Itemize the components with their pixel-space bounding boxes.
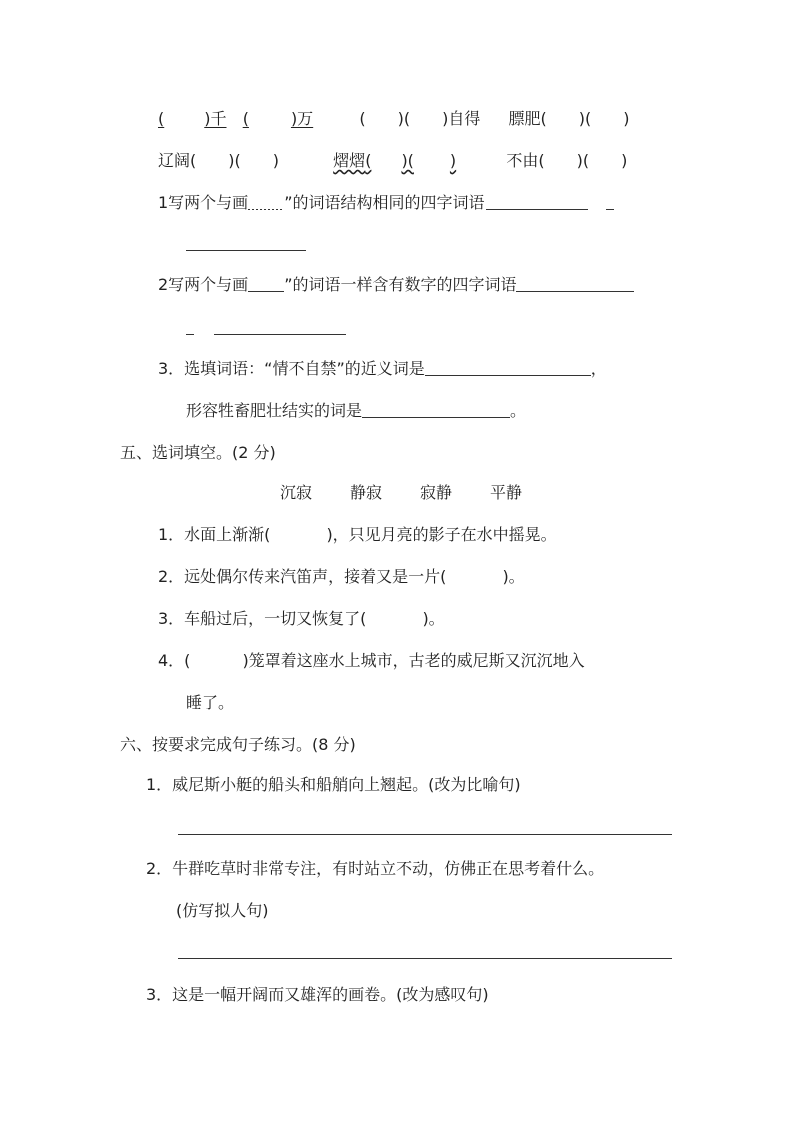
idiom-row-2 xyxy=(158,150,627,172)
underline-sample xyxy=(248,275,284,292)
fill-item-2 xyxy=(158,566,525,588)
word-choice: 沉寂 xyxy=(280,483,313,502)
word-choice: 平静 xyxy=(490,483,523,502)
item-text: )。 xyxy=(422,609,445,628)
word-choice: 静寂 xyxy=(350,483,383,502)
wavy-phrase[interactable]: 熠熠( )( ) xyxy=(333,151,457,170)
answer-line[interactable] xyxy=(178,958,672,959)
item-text: 4．( xyxy=(158,651,191,670)
sentence-q2-note: (仿写拟人句) xyxy=(176,901,269,920)
fill-item-4 xyxy=(158,650,585,672)
punctuation: ， xyxy=(590,359,607,378)
punctuation: 。 xyxy=(510,401,527,420)
sentence-q3: 3．这是一幅开阔而又雄浑的画卷。(改为感叹句) xyxy=(146,985,489,1004)
item-text: 3．车船过后，一切又恢复了( xyxy=(158,609,367,628)
item-text: 1．水面上渐渐( xyxy=(158,525,271,544)
answer-blank[interactable] xyxy=(606,193,614,210)
answer-blank[interactable] xyxy=(486,193,588,210)
answer-blank[interactable] xyxy=(425,359,591,376)
answer-line[interactable] xyxy=(186,334,194,335)
question-text: 1写两个与画 xyxy=(158,193,249,212)
section-5-title: 五、选词填空。(2 分) xyxy=(120,443,276,462)
question-3 xyxy=(158,358,607,380)
blank-paren[interactable]: ( )( )自得 xyxy=(359,109,481,128)
blank-paren[interactable]: ( )千 xyxy=(158,109,227,128)
question-2 xyxy=(158,274,634,296)
fill-item-1 xyxy=(158,524,557,546)
question-3-cont xyxy=(186,400,526,422)
answer-line[interactable] xyxy=(214,334,346,335)
sentence-q2: 2．牛群吃草时非常专注，有时站立不动，仿佛正在思考着什么。 xyxy=(146,859,605,878)
answer-line[interactable] xyxy=(178,834,672,835)
item-text: )笼罩着这座水上城市，古老的威尼斯又沉沉地入 xyxy=(242,651,585,670)
blank-paren[interactable]: ( )万 xyxy=(242,109,314,128)
question-text: 3．选填词语：“情不自禁”的近义词是 xyxy=(158,359,425,378)
answer-line[interactable] xyxy=(186,250,306,251)
fill-item-3 xyxy=(158,608,445,630)
word-choices xyxy=(280,482,522,504)
question-text: ”的词语一样含有数字的四字词语 xyxy=(284,275,517,294)
section-6-title: 六、按要求完成句子练习。(8 分) xyxy=(120,735,356,754)
blank-paren[interactable]: 辽阔( )( ) xyxy=(158,151,279,170)
item-text: 2．远处偶尔传来汽笛声，接着又是一片( xyxy=(158,567,447,586)
question-text: 2写两个与画 xyxy=(158,275,249,294)
blank-paren[interactable]: 膘肥( )( ) xyxy=(508,109,630,128)
question-text: ”的词语结构相同的四字词语 xyxy=(284,193,485,212)
item-text: )。 xyxy=(502,567,525,586)
blank-paren[interactable]: 不由( )( ) xyxy=(506,151,628,170)
fill-item-4-cont: 睡了。 xyxy=(186,693,235,712)
question-text: 形容牲畜肥壮结实的词是 xyxy=(186,401,363,420)
word-choice: 寂静 xyxy=(420,483,453,502)
wavy-sample xyxy=(248,196,284,210)
question-1 xyxy=(158,192,614,214)
answer-blank[interactable] xyxy=(362,401,510,418)
item-text: )，只见月亮的影子在水中摇晃。 xyxy=(326,525,557,544)
answer-blank[interactable] xyxy=(516,275,634,292)
sentence-q1: 1．威尼斯小艇的船头和船艄向上翘起。(改为比喻句) xyxy=(146,775,521,794)
idiom-row-1 xyxy=(158,108,630,130)
